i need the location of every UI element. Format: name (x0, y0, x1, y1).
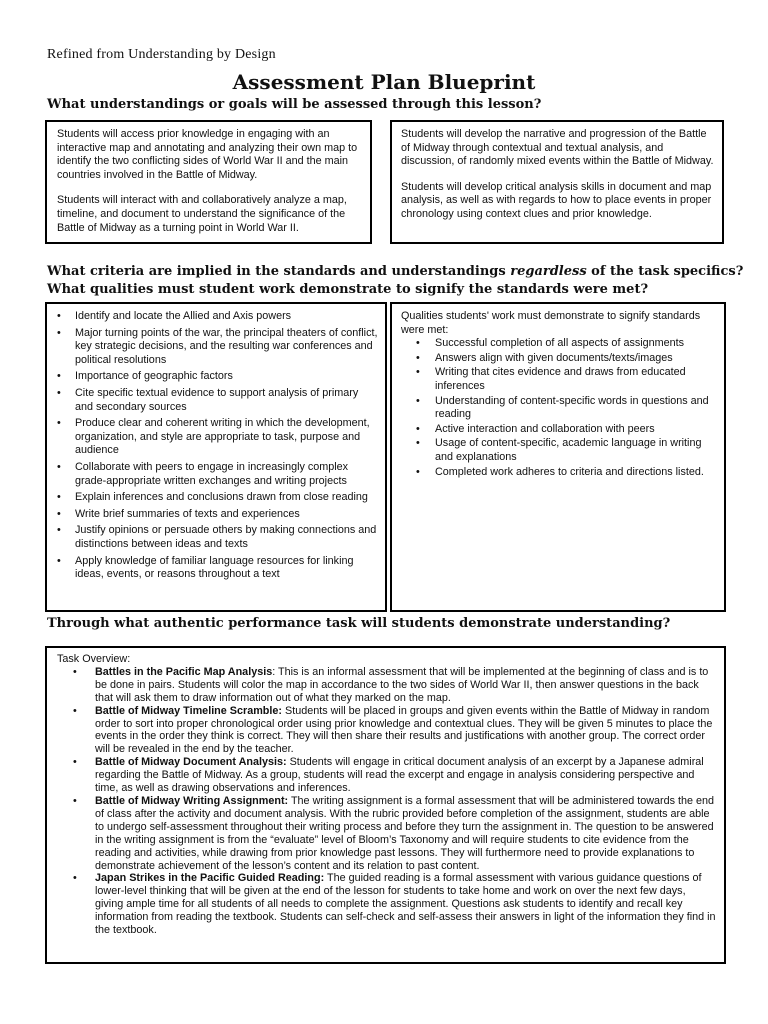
list-item: • Importance of geographic factors (53, 370, 379, 384)
list-item: • Understanding of content-specific words in questions and reading (401, 395, 716, 422)
list-item (57, 705, 716, 757)
question-criteria-part: of the task specifics? (586, 264, 744, 279)
qualities-list (401, 337, 716, 479)
list-item: • Collaborate with peers to engage in increasingly complex grade-appropriate written exchanges and writing projects (53, 461, 379, 488)
page-title: Assessment Plan Blueprint (232, 70, 536, 94)
task-text: : This is an informal assessment that will be implemented at the beginning of class and is to be done in pairs. Students will color the map in accordance to the two sides of World War II, then answer questions in the back that will ask them to draw information out of what they marked on the map. (95, 665, 709, 704)
list-item: • Active interaction and collaboration with peers (401, 423, 716, 437)
header-note: Refined from Understanding by Design (47, 47, 276, 62)
task-title: Battle of Midway Writing Assignment: (95, 794, 289, 807)
criteria-right-box (390, 302, 726, 612)
question-criteria-part: What criteria are implied in the standards and understandings (47, 264, 511, 279)
task-overview-label: Task Overview: (57, 653, 131, 665)
question-criteria (47, 263, 743, 299)
criteria-list (53, 310, 379, 582)
list-item: • Explain inferences and conclusions drawn from close reading (53, 491, 379, 505)
task-text: Students will engage in critical document analysis of an excerpt by a Japanese admiral regarding the Battle of Midway. As a group, students will read the excerpt and engage in analysis considering perspective and time, as well as drawing observations and inferences. (95, 756, 704, 795)
list-item: • Completed work adheres to criteria and directions listed. (401, 466, 716, 480)
list-item: • Apply knowledge of familiar language resources for linking ideas, events, or reasons throughout a text (53, 555, 379, 582)
task-title: Battle of Midway Timeline Scramble: (95, 704, 282, 717)
understanding-paragraph: Students will develop the narrative and progression of the Battle of Midway through contextual and textual analysis, and discussion, of randomly mixed events within the Battle of Midway. (401, 128, 714, 168)
list-item: • Justify opinions or persuade others by making connections and distinctions between ideas and texts (53, 524, 379, 551)
list-item (57, 756, 716, 795)
task-title: Japan Strikes in the Pacific Guided Reading: (95, 872, 325, 885)
understandings-left-box (45, 120, 372, 244)
list-item: • Cite specific textual evidence to support analysis of primary and secondary sources (53, 387, 379, 414)
question-performance-task: Through what authentic performance task will students demonstrate understanding? (47, 616, 671, 631)
list-item (57, 795, 716, 872)
task-list (57, 666, 716, 937)
task-title: Battle of Midway Document Analysis: (95, 756, 287, 769)
understanding-paragraph: Students will interact with and collaboratively analyze a map, timeline, and document to understand the significance of the Battle of Midway as a turning point in World War II. (57, 194, 347, 234)
list-item: • Answers align with given documents/texts/images (401, 352, 716, 366)
qualities-intro: Qualities students' work must demonstrate to signify standards were met: (401, 310, 701, 336)
list-item (57, 666, 716, 705)
understanding-paragraph: Students will develop critical analysis skills in document and map analysis, as well as with regards to how to place events in proper chronology using context clues and prior knowledge. (401, 180, 712, 220)
question-understandings: What understandings or goals will be assessed through this lesson? (47, 97, 542, 112)
list-item: • Produce clear and coherent writing in which the development, organization, and style are appropriate to task, purpose and audience (53, 417, 379, 458)
list-item: • Writing that cites evidence and draws from educated inferences (401, 366, 716, 393)
task-title: Battles in the Pacific Map Analysis (95, 665, 273, 678)
task-text: Students will be placed in groups and given events within the Battle of Midway in random order to sort into proper chronological order using prior knowledge and contextual clues. They will be given 5 minutes to place the events in the order they think is correct. They will then share their results and justifications with another group. The correct order will be revealed in the end by the teacher. (95, 704, 713, 756)
task-text: The guided reading is a formal assessment with various guidance questions of lower-level thinking that will be given at the end of the lesson for students to take home and work on over the next few days, giving ample time for all students of all needs to complete the assignment. Questions ask students to identify and recall key information from reading the textbook. Students can self-check and self-assess their answers in light of the information they find in the textbook. (95, 872, 716, 937)
list-item: • Usage of content-specific, academic language in writing and explanations (401, 437, 716, 464)
understanding-paragraph: Students will access prior knowledge in engaging with an interactive map and annotating and analyzing their own map to identify the two conflicting sides of World War II and the main countries involved in the Battle of Midway. (57, 128, 358, 181)
list-item: • Identify and locate the Allied and Axis powers (53, 310, 379, 324)
task-text: The writing assignment is a formal assessment that will be administered towards the end of class after the activity and document analysis. With the rubric provided before completion of the assignment, students are able to undergo self-assessment throughout their writing process and before they turn the assignment in. The question to be answered in the writing assignment is from the “evaluate” level of Bloom’s Taxonomy and will require students to cite evidence from the reading and activities, while drawing from prior knowledge past lessons. They will furthermore need to provide explanations to demonstrate achievement of the lesson’s content and its relation to past content. (95, 794, 715, 872)
criteria-left-box (45, 302, 387, 612)
question-qualities: What qualities must student work demonstrate to signify the standards were met? (47, 282, 649, 297)
question-criteria-emphasis: regardless (510, 264, 587, 279)
list-item: • Major turning points of the war, the principal theaters of conflict, key strategic decisions, and the resulting war conferences and political resolutions (53, 327, 379, 368)
list-item: • Successful completion of all aspects of assignments (401, 337, 716, 351)
list-item: • Write brief summaries of texts and experiences (53, 508, 379, 522)
understandings-right-box (390, 120, 724, 244)
task-overview-box (45, 646, 726, 964)
list-item (57, 872, 716, 937)
